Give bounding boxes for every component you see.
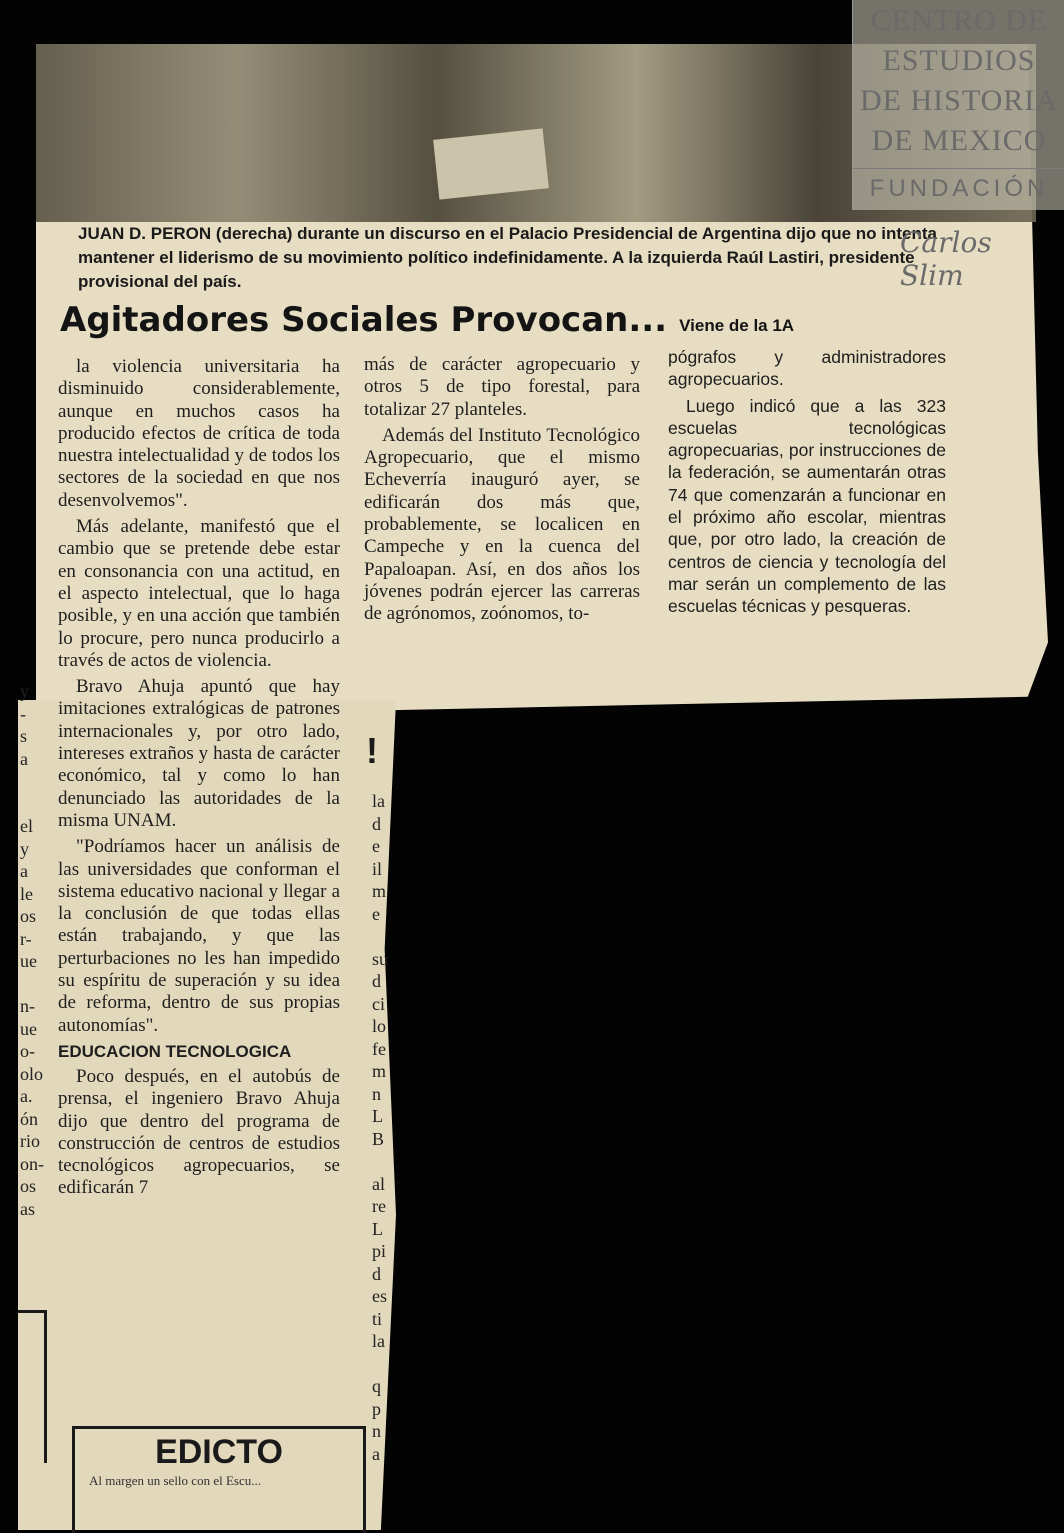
archive-watermark xyxy=(852,0,1064,210)
cut-text-fragment: la xyxy=(372,1331,385,1351)
cut-text-fragment: y xyxy=(20,681,29,701)
cut-text-fragment: os xyxy=(20,906,37,926)
paragraph: Además del Instituto Tecnológico Agropecuario, que el mismo Echeverría inauguró ayer, se edificarán dos más que, probablemente, se localicen en Campeche y en la cuenca del Papaloapan. Así, en dos años los jóvenes podrán ejercer las carreras de agrónomos, zoónomos, to- xyxy=(364,424,640,625)
cut-text-fragment xyxy=(372,1150,402,1173)
cut-text-fragment: on- xyxy=(20,1153,44,1174)
cut-text-fragment: al xyxy=(372,1173,385,1194)
cut-text-fragment xyxy=(20,770,42,793)
cut-text-fragment: d xyxy=(372,1263,381,1284)
cut-text-fragment: ue xyxy=(20,951,37,971)
cut-column-right xyxy=(372,790,402,1465)
cut-text-fragment: - xyxy=(20,703,26,724)
cut-text-fragment: n xyxy=(372,1083,381,1104)
cut-text-fragment: p xyxy=(372,1398,381,1419)
cut-text-fragment: la xyxy=(372,791,385,811)
cut-text-fragment: ci xyxy=(372,993,385,1014)
cut-text-fragment xyxy=(372,925,402,948)
cut-text-fragment: n xyxy=(372,1421,381,1441)
edicto-box xyxy=(72,1426,366,1533)
photo-caption: JUAN D. PERON (derecha) durante un discurso en el Palacio Presidencial de Argentina dijo que no intenta mantener el liderismo de su movimiento político indefinidamente. A la izquierda Raúl Lastiri, presidente provisional del país. xyxy=(78,224,937,291)
headline-title: Agitadores Sociales Provocan... xyxy=(60,300,668,340)
section-subhead: EDUCACION TECNOLOGICA xyxy=(58,1041,292,1061)
cut-text-fragment: ón xyxy=(20,1108,38,1129)
cut-text-fragment: lo xyxy=(372,1016,387,1036)
adjacent-box-border xyxy=(18,1310,47,1463)
cut-text-fragment: y xyxy=(20,838,29,859)
cut-text-fragment: rio xyxy=(20,1131,40,1151)
cut-column-left xyxy=(20,680,42,1220)
cut-text-fragment: d xyxy=(372,971,381,991)
cut-text-fragment: m xyxy=(372,881,387,901)
cut-text-fragment: le xyxy=(20,883,33,904)
cut-text-fragment: olo xyxy=(20,1063,44,1084)
paragraph: Más adelante, manifestó que el cambio que se pretende debe estar en consonancia con una actitud, en el aspecto intelectual, que lo haga posible, y en una acción que también lo procure, pero nunca producirlo a través de actos de violencia. xyxy=(58,516,340,671)
cut-text-fragment: as xyxy=(20,1198,35,1219)
watermark-foundation: FUNDACIÓN xyxy=(853,168,1064,203)
cut-text-fragment: e xyxy=(372,836,380,856)
paragraph: más de carácter agropecuario y otros 5 de tipo forestal, para totalizar 27 planteles. xyxy=(364,354,640,420)
article-column-1 xyxy=(58,356,340,1200)
cut-text-fragment: L xyxy=(372,1218,383,1239)
paragraph: Luego indicó que a las 323 escuelas tecnológicas agropecuarias, por instrucciones de la federación, se aumentarán otras 74 que comenzarán a funcionar en el próximo año escolar, mientras que, por otro lado, la creación de centros de ciencia y tecnología del mar serán un complemento de las escuelas técnicas y pesqueras. xyxy=(668,395,946,617)
article-column-2 xyxy=(364,354,640,626)
watermark-line: DE HISTORIA xyxy=(860,84,1058,117)
cut-text-fragment: B xyxy=(372,1128,385,1149)
paragraph: "Podríamos hacer un análisis de las universidades que conforman el sistema educativo nacional y llegar a la conclusión de que todas ellas están trabajando, y que las perturbaciones no les han impedido su espíritu de superación y su idea de reforma, dentro de sus propias autonomías". xyxy=(58,836,340,1036)
cut-text-fragment: fe xyxy=(372,1038,386,1059)
watermark-line: ESTUDIOS xyxy=(882,44,1036,77)
cut-text-fragment: es xyxy=(372,1286,387,1306)
paragraph: Bravo Ahuja apuntó que hay imitaciones extralógicas de patrones internacionales y, por otro lado, intereses extraños y hasta de carácter económico, tal y como lo han denunciado las autoridades de la misma UNAM. xyxy=(58,676,340,831)
watermark-line: DE MEXICO xyxy=(871,124,1047,157)
cut-text-fragment: su xyxy=(372,948,389,969)
cut-text-fragment: a xyxy=(20,861,28,881)
cut-text-fragment: d xyxy=(372,813,381,834)
headline-continued: Viene de la 1A xyxy=(679,316,795,335)
cut-text-fragment: m xyxy=(372,1061,387,1081)
cut-text-fragment: ue xyxy=(20,1018,37,1039)
cut-text-fragment: a xyxy=(20,748,28,769)
cut-text-fragment: ti xyxy=(372,1308,383,1329)
cut-text-fragment: re xyxy=(372,1196,386,1216)
cut-text-fragment: os xyxy=(20,1176,37,1196)
article-column-3 xyxy=(668,346,946,618)
cut-text-fragment: il xyxy=(372,858,383,879)
cut-text-fragment: e xyxy=(372,903,380,924)
cut-text-fragment: o- xyxy=(20,1041,35,1061)
cut-text-fragment: pi xyxy=(372,1241,387,1261)
cut-text-fragment: q xyxy=(372,1376,381,1396)
cut-text-fragment: n- xyxy=(20,996,35,1016)
cut-text-fragment: s xyxy=(20,726,28,746)
paragraph: la violencia universitaria ha disminuido considerablemente, aunque en muchos casos ha producido efectos de crítica de toda nuestra intelectualidad y de todos los sectores de la sociedad en que nos desenvolvemos". xyxy=(58,356,340,511)
cut-text-fragment xyxy=(372,1353,402,1376)
cut-text-fragment: el xyxy=(20,816,33,836)
edicto-title: EDICTO xyxy=(155,1433,283,1471)
watermark-signature: Carlos Slim xyxy=(900,226,992,292)
cut-text-fragment: a xyxy=(372,1443,380,1464)
paragraph: pógrafos y administradores agropecuarios. xyxy=(668,347,946,390)
edicto-text: Al margen un sello con el Escu... xyxy=(89,1473,261,1488)
paragraph: Poco después, en el autobús de prensa, el ingeniero Bravo Ahuja dijo que dentro del programa de construcción de centros de estudios tecnológicos agropecuarios, se edificarán 7 xyxy=(58,1065,340,1199)
watermark-line: CENTRO DE xyxy=(870,4,1048,37)
cut-text-fragment: L xyxy=(372,1106,383,1126)
cut-text-fragment: a. xyxy=(20,1086,33,1106)
cut-text-fragment xyxy=(20,793,42,816)
headline xyxy=(60,300,794,340)
photo-detail xyxy=(433,128,549,199)
cut-text-fragment xyxy=(20,973,42,996)
cut-text-fragment: r- xyxy=(20,928,32,949)
cut-headline-mark: ! xyxy=(366,730,378,771)
